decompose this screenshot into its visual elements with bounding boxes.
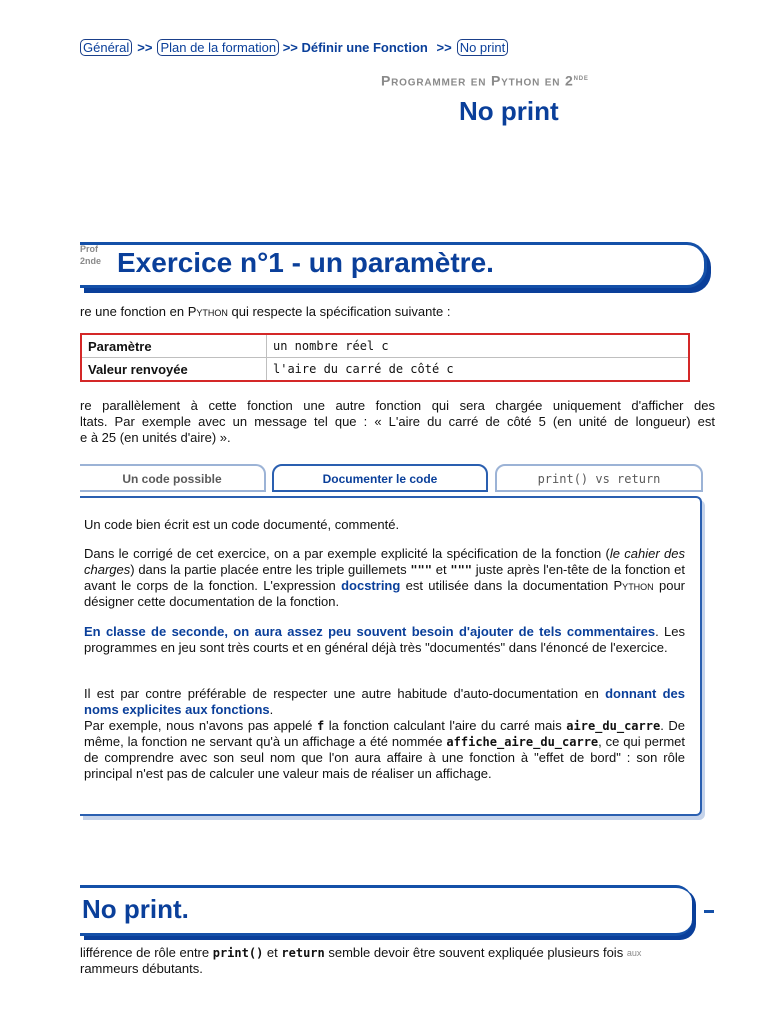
p2-text-c: et	[432, 562, 451, 577]
tab-print-vs-return[interactable]: print() vs return	[495, 464, 703, 492]
p4-text-b: .	[269, 702, 274, 717]
p2-quotes-close: """	[450, 563, 473, 577]
p5-code-affiche-aire: affiche_aire_du_carre	[446, 735, 599, 749]
panel-paragraph-4	[84, 686, 685, 718]
tab-documenter-code[interactable]: Documenter le code	[272, 464, 488, 492]
banner-decoration	[704, 910, 714, 913]
p4-highlight: donnant des noms explicites aux fonctions	[84, 686, 685, 717]
intro-python: Python	[187, 304, 228, 319]
p2-text-f: pour désigner cette documentation de la fonction.	[84, 578, 686, 609]
exercise-title: Exercice n°1 - un paramètre.	[117, 247, 494, 278]
param-value: un nombre réel c	[267, 334, 690, 358]
exercise-paragraph-line3: e à 25 (en unités d'aire) ».	[80, 430, 231, 445]
exercise-intro	[80, 304, 450, 320]
breadcrumb-link-no-print[interactable]: No print	[457, 39, 509, 56]
breadcrumb-link-plan[interactable]: Plan de la formation	[157, 39, 279, 56]
course-subtitle-sup: nde	[573, 72, 589, 82]
breadcrumb	[80, 40, 508, 55]
p2-quotes-open: """	[410, 563, 433, 577]
table-row	[81, 334, 689, 358]
np-text-b: et	[263, 945, 282, 960]
p2-emphasis: le cahier des charges	[84, 546, 685, 577]
p2-text-e: est utilisée dans la documentation	[400, 578, 614, 593]
p5-code-aire-du-carre: aire_du_carre	[566, 719, 661, 733]
breadcrumb-separator: >>	[436, 40, 452, 55]
prof-badge-line1: Prof	[80, 244, 98, 254]
p2-text-a: Dans le corrigé de cet exercice, on a par exemple explicité la spécification de la fonction (	[84, 546, 610, 561]
course-subtitle	[381, 72, 589, 89]
exercise-paragraph-line2: ltats. Par exemple avec un message tel que : « L'aire du carré de côté 5 (en unité de longueur) est	[80, 414, 715, 429]
p5-text-c: . De même, la fonction ne servant qu'à un affichage a été nommée	[84, 718, 685, 749]
np-text-a: lifférence de rôle entre	[80, 945, 213, 960]
exercise-paragraph-line1: re parallèlement à cette fonction une autre fonction qui sera chargée uniquement d'afficher des	[80, 398, 715, 413]
panel-paragraph-5	[84, 718, 685, 782]
p3-highlight: En classe de seconde, on aura assez peu souvent besoin d'ajouter de tels commentaires	[84, 624, 656, 639]
prof-badge-line2: 2nde	[80, 256, 102, 266]
table-row	[81, 358, 689, 382]
np-text-c: semble devoir être souvent expliquée plusieurs fois	[324, 945, 627, 960]
no-print-line1	[80, 945, 641, 961]
tab-code-possible[interactable]: Un code possible	[80, 464, 266, 492]
page-title: No print	[459, 96, 559, 126]
no-print-title: No print.	[82, 894, 189, 924]
p2-python: Python	[613, 578, 654, 593]
p5-text-a: Par exemple, nous n'avons pas appelé	[84, 718, 317, 733]
breadcrumb-link-general[interactable]: Général	[80, 39, 132, 56]
specification-table	[80, 333, 690, 382]
np-code-print: print()	[212, 946, 264, 960]
p3-text: . Les programmes en jeu sont très courts et en général déjà très "documentés" dans l'énoncé de l'exercice.	[84, 624, 685, 655]
p2-text-d: juste après l'en-tête de la fonction et avant le corps de la fonction. L'expression	[84, 562, 685, 593]
course-subtitle-text: Programmer en Python en 2	[381, 72, 574, 89]
p5-code-f: f	[316, 719, 325, 733]
breadcrumb-current-section: >> Définir une Fonction	[282, 40, 428, 55]
no-print-line2: rammeurs débutants.	[80, 961, 203, 976]
intro-text-b: qui respecte la spécification suivante :	[227, 304, 451, 319]
p4-text-a: Il est par contre préférable de respecter une autre habitude d'auto-documentation en	[84, 686, 606, 701]
exercise-paragraph	[80, 398, 715, 446]
param-label: Paramètre	[81, 334, 267, 358]
panel-paragraph-2	[84, 546, 685, 610]
np-text-d: aux	[626, 948, 642, 958]
np-code-return: return	[281, 946, 325, 960]
return-label: Valeur renvoyée	[81, 358, 267, 382]
p5-text-d: , ce qui permet de comprendre avec son seul nom que l'on aura affaire à une fonction à "effet de bord" : son rôle principal n'est pas de calculer une valeur mais de réaliser un affichage.	[84, 734, 685, 781]
panel-paragraph-1: Un code bien écrit est un code documenté, commenté.	[84, 517, 400, 532]
prof-badge	[80, 243, 101, 267]
p5-text-b: la fonction calculant l'aire du carré mais	[324, 718, 567, 733]
p2-text-b: ) dans la partie placée entre les triple guillemets	[130, 562, 411, 577]
return-value: l'aire du carré de côté c	[267, 358, 690, 382]
docstring-term: docstring	[341, 578, 401, 593]
breadcrumb-separator: >>	[137, 40, 153, 55]
intro-text-a: re une fonction en	[80, 304, 188, 319]
panel-paragraph-3	[84, 624, 685, 656]
